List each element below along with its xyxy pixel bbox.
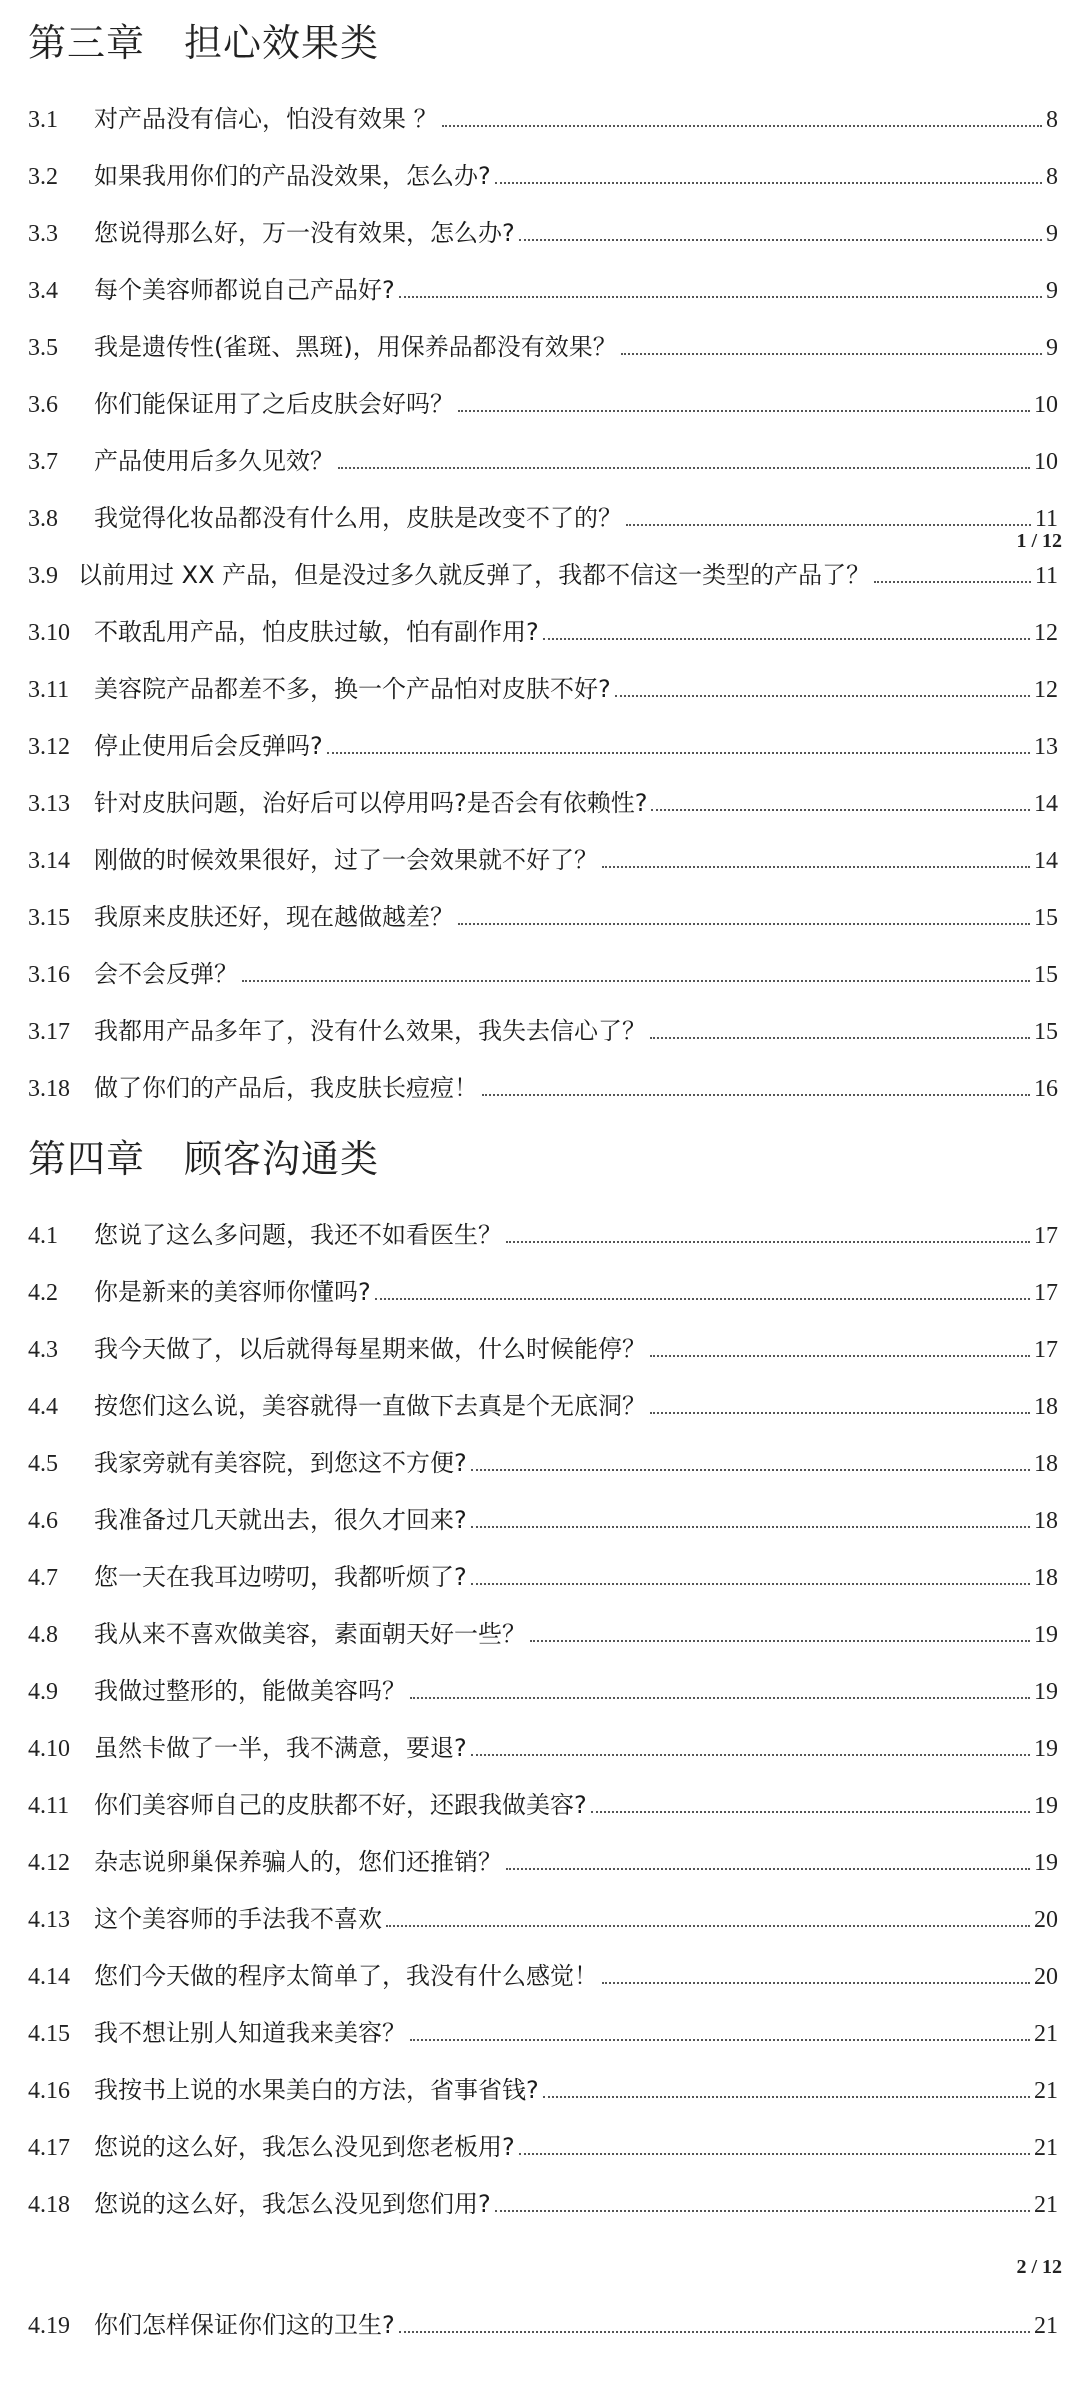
entry-title: 我准备过几天就出去，很久才回来? [94, 1506, 467, 1534]
toc-entry[interactable] [28, 312, 1058, 362]
entry-number: 3.3 [28, 221, 58, 247]
dot-leader [651, 808, 1030, 811]
entry-title: 按您们这么说，美容就得一直做下去真是个无底洞？ [94, 1392, 646, 1420]
entry-number: 3.2 [28, 164, 58, 190]
entry-title: 我家旁就有美容院，到您这不方便? [94, 1449, 467, 1477]
entry-number: 3.5 [28, 335, 58, 361]
toc-entry[interactable] [28, 255, 1058, 305]
entry-title: 杂志说卵巢保养骗人的，您们还推销？ [94, 1848, 502, 1876]
entry-title: 您说得那么好，万一没有效果，怎么办? [94, 219, 515, 247]
dot-leader [338, 466, 1030, 469]
entry-page: 19 [1034, 1622, 1058, 1648]
dot-leader [458, 922, 1030, 925]
entry-page: 15 [1034, 962, 1058, 988]
entry-page: 8 [1046, 107, 1058, 133]
dot-leader [386, 1924, 1030, 1927]
entry-number: 3.1 [28, 107, 58, 133]
dot-leader [506, 1240, 1030, 1243]
entry-number: 3.17 [28, 1019, 70, 1045]
entry-title: 我是遗传性(雀斑、黑斑)，用保养品都没有效果？ [94, 333, 617, 361]
dot-leader [519, 2152, 1030, 2155]
toc-entry[interactable] [28, 597, 1058, 647]
toc-entry[interactable] [28, 84, 1058, 134]
dot-leader [874, 580, 1031, 583]
entry-page: 18 [1034, 1508, 1058, 1534]
entry-number: 4.3 [28, 1337, 58, 1363]
dot-leader [242, 979, 1030, 982]
toc-entry[interactable] [28, 1599, 1058, 1649]
dot-leader [650, 1036, 1030, 1039]
toc-entry[interactable] [28, 654, 1058, 704]
dot-leader [650, 1354, 1030, 1357]
toc-entry[interactable] [28, 1656, 1058, 1706]
entry-number: 4.2 [28, 1280, 58, 1306]
entry-number: 3.7 [28, 449, 58, 475]
entry-title: 我觉得化妆品都没有什么用，皮肤是改变不了的？ [94, 504, 622, 532]
toc-entry[interactable] [28, 2055, 1058, 2105]
dot-leader [471, 1753, 1030, 1756]
entry-number: 3.4 [28, 278, 58, 304]
toc-entry[interactable] [28, 141, 1058, 191]
page-marker: 2 / 12 [1016, 2256, 1062, 2278]
dot-leader [621, 352, 1042, 355]
entry-number: 3.13 [28, 791, 70, 817]
entry-number: 4.1 [28, 1223, 58, 1249]
entry-number: 4.14 [28, 1964, 70, 1990]
dot-leader [458, 409, 1030, 412]
entry-number: 4.4 [28, 1394, 58, 1420]
entry-page: 20 [1034, 1964, 1058, 1990]
toc-entry[interactable] [28, 1884, 1058, 1934]
entry-page: 17 [1034, 1280, 1058, 1306]
entry-number: 4.8 [28, 1622, 58, 1648]
toc-entry[interactable] [28, 2290, 1058, 2340]
toc-entry[interactable] [28, 2169, 1058, 2219]
entry-title: 针对皮肤问题，治好后可以停用吗?是否会有依赖性? [94, 789, 648, 817]
entry-page: 21 [1034, 2135, 1058, 2161]
entry-page: 15 [1034, 905, 1058, 931]
dot-leader [591, 1810, 1030, 1813]
entry-number: 4.19 [28, 2313, 70, 2339]
entry-page: 11 [1034, 506, 1058, 532]
dot-leader [471, 1525, 1030, 1528]
entry-title: 你们美容师自己的皮肤都不好，还跟我做美容? [94, 1791, 587, 1819]
toc-entry[interactable] [28, 768, 1058, 818]
entry-title: 美容院产品都差不多，换一个产品怕对皮肤不好? [94, 675, 611, 703]
dot-leader [530, 1639, 1030, 1642]
dot-leader [375, 1297, 1030, 1300]
entry-page: 13 [1034, 734, 1058, 760]
dot-leader [471, 1582, 1030, 1585]
entry-title: 每个美容师都说自己产品好? [94, 276, 395, 304]
entry-title: 我不想让别人知道我来美容？ [94, 2019, 406, 2047]
entry-title: 我做过整形的，能做美容吗？ [94, 1677, 406, 1705]
entry-number: 4.11 [28, 1793, 70, 1819]
entry-number: 3.18 [28, 1076, 70, 1102]
toc-entry[interactable] [28, 1542, 1058, 1592]
entry-number: 4.18 [28, 2192, 70, 2218]
entry-page: 18 [1034, 1394, 1058, 1420]
entry-page: 21 [1034, 2078, 1058, 2104]
entry-title: 对产品没有信心，怕没有效果 ？ [94, 105, 438, 133]
entry-page: 10 [1034, 392, 1058, 418]
entry-title: 我按书上说的水果美白的方法，省事省钱? [94, 2076, 539, 2104]
page-marker: 1 / 12 [1016, 530, 1062, 552]
dot-leader [543, 637, 1030, 640]
entry-number: 3.10 [28, 620, 70, 646]
entry-title: 停止使用后会反弹吗? [94, 732, 323, 760]
toc-entry[interactable] [28, 1713, 1058, 1763]
toc-entry[interactable] [28, 882, 1058, 932]
entry-number: 4.9 [28, 1679, 58, 1705]
entry-page: 20 [1034, 1907, 1058, 1933]
entry-page: 12 [1034, 620, 1058, 646]
dot-leader [327, 751, 1030, 754]
entry-title: 这个美容师的手法我不喜欢 [94, 1905, 382, 1933]
entry-title: 刚做的时候效果很好，过了一会效果就不好了？ [94, 846, 598, 874]
toc-entry[interactable] [28, 2112, 1058, 2162]
entry-page: 14 [1034, 848, 1058, 874]
entry-number: 3.9 [28, 563, 58, 589]
entry-page: 10 [1034, 449, 1058, 475]
dot-leader [399, 2330, 1030, 2333]
entry-number: 4.5 [28, 1451, 58, 1477]
dot-leader [410, 2038, 1030, 2041]
entry-number: 4.13 [28, 1907, 70, 1933]
chapter-heading: 第四章 顾客沟通类 [28, 1137, 380, 1181]
entry-page: 15 [1034, 1019, 1058, 1045]
toc-entry[interactable] [28, 483, 1058, 533]
entry-number: 4.17 [28, 2135, 70, 2161]
entry-title: 做了你们的产品后，我皮肤长痘痘！ [94, 1074, 478, 1102]
toc-entry[interactable] [28, 825, 1058, 875]
toc-entry[interactable] [28, 369, 1058, 419]
entry-number: 4.6 [28, 1508, 58, 1534]
toc-entry[interactable] [28, 1770, 1058, 1820]
dot-leader [650, 1411, 1030, 1414]
entry-page: 9 [1046, 335, 1058, 361]
entry-number: 3.11 [28, 677, 70, 703]
toc-entry[interactable] [28, 996, 1058, 1046]
entry-page: 19 [1034, 1793, 1058, 1819]
dot-leader [626, 523, 1031, 526]
dot-leader [519, 238, 1042, 241]
chapter-heading: 第三章 担心效果类 [28, 21, 380, 65]
toc-entry[interactable] [28, 939, 1058, 989]
entry-title: 产品使用后多久见效？ [94, 447, 334, 475]
entry-page: 21 [1034, 2313, 1058, 2339]
entry-number: 3.15 [28, 905, 70, 931]
dot-leader [482, 1093, 1030, 1096]
entry-number: 3.8 [28, 506, 58, 532]
entry-title: 你们能保证用了之后皮肤会好吗？ [94, 390, 454, 418]
entry-title: 不敢乱用产品，怕皮肤过敏，怕有副作用? [94, 618, 539, 646]
entry-title: 您说的这么好，我怎么没见到您们用? [94, 2190, 491, 2218]
dot-leader [602, 865, 1030, 868]
entry-number: 4.12 [28, 1850, 70, 1876]
toc-entry[interactable] [28, 1053, 1058, 1103]
toc-entry[interactable] [28, 198, 1058, 248]
toc-entry[interactable] [28, 1314, 1058, 1364]
entry-title: 会不会反弹？ [94, 960, 238, 988]
toc-entry[interactable] [28, 426, 1058, 476]
entry-number: 4.15 [28, 2021, 70, 2047]
entry-number: 3.14 [28, 848, 70, 874]
entry-page: 9 [1046, 221, 1058, 247]
entry-title: 我今天做了，以后就得每星期来做，什么时候能停？ [94, 1335, 646, 1363]
entry-title: 您一天在我耳边唠叨，我都听烦了? [94, 1563, 467, 1591]
toc-entry[interactable] [28, 1998, 1058, 2048]
toc-entry[interactable] [28, 1827, 1058, 1877]
entry-number: 3.12 [28, 734, 70, 760]
entry-number: 4.10 [28, 1736, 70, 1762]
entry-title: 你们怎样保证你们这的卫生? [94, 2311, 395, 2339]
dot-leader [543, 2095, 1030, 2098]
entry-title: 你是新来的美容师你懂吗? [94, 1278, 371, 1306]
entry-page: 18 [1034, 1451, 1058, 1477]
entry-title: 如果我用你们的产品没效果，怎么办? [94, 162, 491, 190]
entry-page: 21 [1034, 2021, 1058, 2047]
toc-entry[interactable] [28, 711, 1058, 761]
entry-number: 3.16 [28, 962, 70, 988]
entry-title: 我原来皮肤还好，现在越做越差？ [94, 903, 454, 931]
entry-title: 我从来不喜欢做美容，素面朝天好一些？ [94, 1620, 526, 1648]
entry-title: 您说了这么多问题，我还不如看医生？ [94, 1221, 502, 1249]
entry-title: 您们今天做的程序太简单了，我没有什么感觉！ [94, 1962, 598, 1990]
toc-entry[interactable] [28, 540, 1058, 590]
dot-leader [471, 1468, 1030, 1471]
entry-number: 3.6 [28, 392, 58, 418]
dot-leader [495, 2209, 1030, 2212]
entry-page: 18 [1034, 1565, 1058, 1591]
entry-page: 16 [1034, 1076, 1058, 1102]
entry-title: 虽然卡做了一半，我不满意，要退? [94, 1734, 467, 1762]
entry-page: 19 [1034, 1850, 1058, 1876]
entry-page: 8 [1046, 164, 1058, 190]
entry-page: 14 [1034, 791, 1058, 817]
entry-title: 您说的这么好，我怎么没见到您老板用? [94, 2133, 515, 2161]
dot-leader [506, 1867, 1030, 1870]
dot-leader [495, 181, 1042, 184]
dot-leader [442, 124, 1042, 127]
entry-page: 21 [1034, 2192, 1058, 2218]
entry-page: 11 [1034, 563, 1058, 589]
entry-page: 19 [1034, 1736, 1058, 1762]
dot-leader [399, 295, 1042, 298]
entry-page: 17 [1034, 1337, 1058, 1363]
entry-page: 12 [1034, 677, 1058, 703]
toc-entry[interactable] [28, 1941, 1058, 1991]
entry-page: 19 [1034, 1679, 1058, 1705]
dot-leader [615, 694, 1030, 697]
toc-entry[interactable] [28, 1371, 1058, 1421]
toc-entry[interactable] [28, 1485, 1058, 1535]
toc-entry[interactable] [28, 1428, 1058, 1478]
toc-entry[interactable] [28, 1257, 1058, 1307]
entry-number: 4.7 [28, 1565, 58, 1591]
entry-number: 4.16 [28, 2078, 70, 2104]
entry-title: 我都用产品多年了，没有什么效果，我失去信心了？ [94, 1017, 646, 1045]
entry-page: 9 [1046, 278, 1058, 304]
entry-title: 以前用过 XX 产品，但是没过多久就反弹了，我都不信这一类型的产品了？ [78, 561, 871, 589]
dot-leader [410, 1696, 1030, 1699]
dot-leader [602, 1981, 1030, 1984]
toc-entry[interactable] [28, 1200, 1058, 1250]
entry-page: 17 [1034, 1223, 1058, 1249]
